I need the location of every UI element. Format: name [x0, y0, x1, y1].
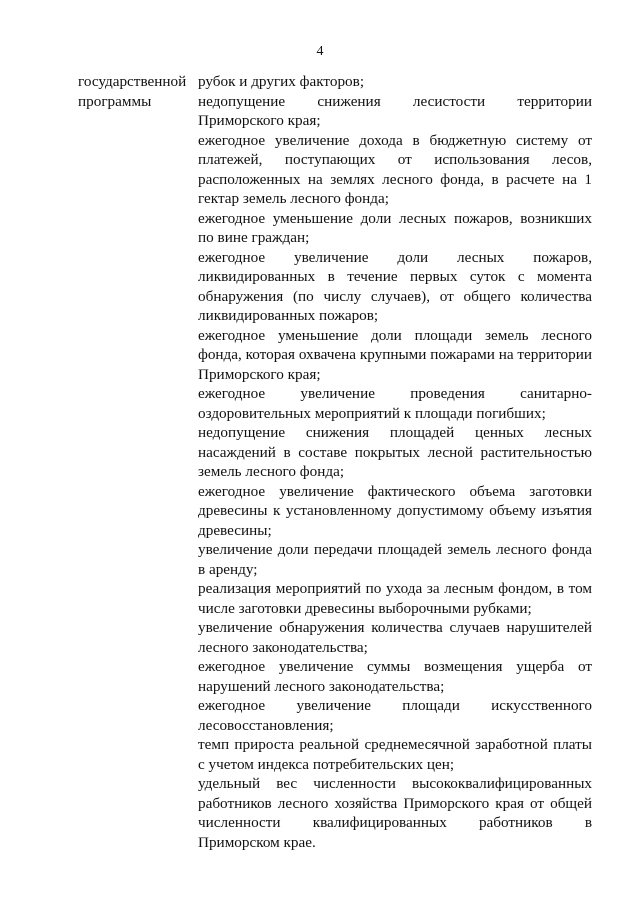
list-item: недопущение снижения площадей ценных лесных насаждений в составе покрытых лесной растительностью земель лесного фонда;: [198, 424, 592, 480]
section-label-line-1: государственной: [78, 73, 187, 90]
list-item: рубок и других факторов;: [198, 73, 365, 90]
section-label: [78, 72, 193, 111]
list-item: ежегодное уменьшение доли площади земель лесного фонда, которая охвачена крупными пожарами на территории Приморского края;: [198, 326, 592, 383]
list-item: ежегодное уменьшение доли лесных пожаров, возникших по вине граждан;: [198, 209, 592, 246]
list-item: ежегодное увеличение суммы возмещения ущерба от нарушений лесного законодательства;: [198, 658, 592, 695]
indicators-list: [198, 72, 592, 852]
list-item: ежегодное увеличение доли лесных пожаров, ликвидированных в течение первых суток с момента обнаружения (по числу случаев), от общего количества ликвидированных пожаров;: [198, 248, 592, 324]
list-item: реализация мероприятий по ухода за лесным фондом, в том числе заготовки древесины выборочными рубками;: [198, 580, 592, 617]
list-item: ежегодное увеличение фактического объема заготовки древесины к установленному допустимому объему изъятия древесины;: [198, 482, 592, 539]
list-item: увеличение доли передачи площадей земель лесного фонда в аренду;: [198, 541, 592, 578]
list-item: удельный вес численности высококвалифицированных работников лесного хозяйства Приморского края от общей численности квалифицированных работников в Приморском крае.: [198, 775, 592, 851]
list-item: ежегодное увеличение проведения санитарно-оздоровительных мероприятий к площади погибших;: [198, 385, 592, 422]
list-item: ежегодное увеличение площади искусственного лесовосстановления;: [198, 697, 592, 734]
list-item: увеличение обнаружения количества случаев нарушителей лесного законодательства;: [198, 619, 592, 656]
list-item: ежегодное увеличение дохода в бюджетную систему от платежей, поступающих от использования лесов, расположенных на землях лесного фонда, в расчете на 1 гектар земель лесного фонда;: [198, 131, 592, 207]
list-item: недопущение снижения лесистости территории Приморского края;: [198, 92, 592, 129]
list-item: темп прироста реальной среднемесячной заработной платы с учетом индекса потребительских цен;: [198, 736, 592, 773]
page-number: 4: [316, 44, 324, 59]
section-label-line-2: программы: [78, 92, 152, 110]
